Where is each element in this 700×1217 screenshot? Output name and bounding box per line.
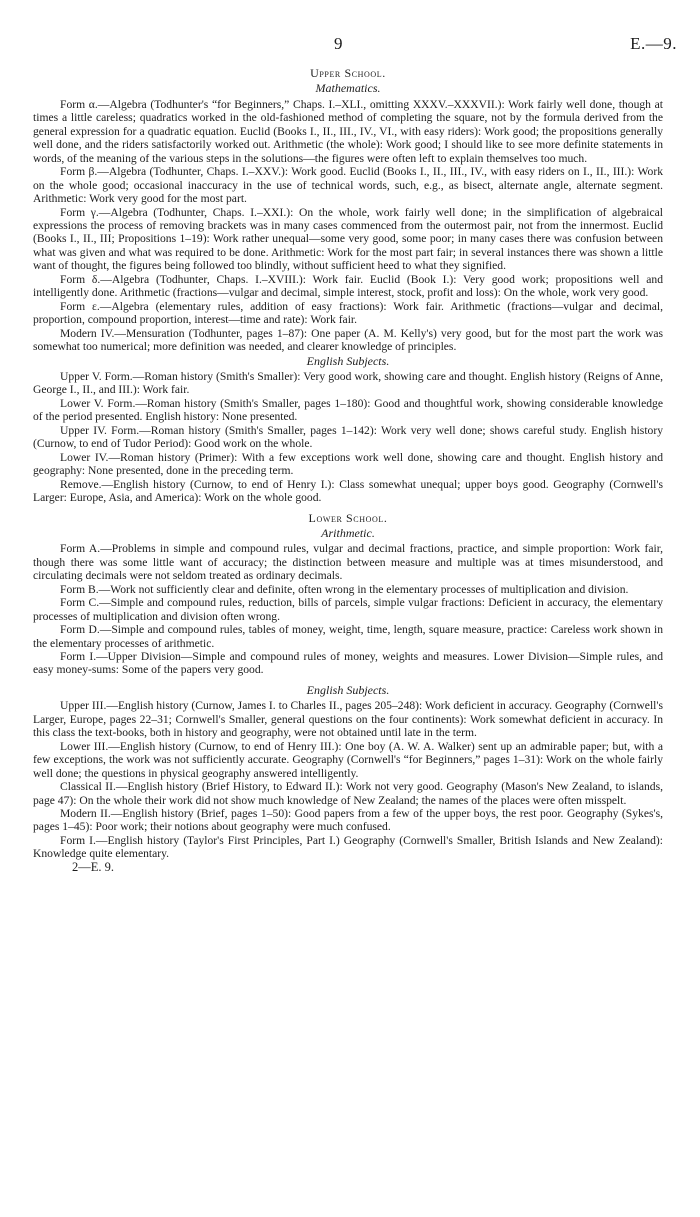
arith-form-c: Form C.—Simple and compound rules, reduction, bills of parcels, simple vulgar fractions: Deficient in accuracy, the elementary processes of multiplication and division often wrong. (33, 596, 663, 623)
arith-form-d: Form D.—Simple and compound rules, tables of money, weight, time, length, square measure, practice: Careless work shown in the elementary processes of arithmetic. (33, 623, 663, 650)
arith-form-i: Form I.—Upper Division—Simple and compound rules of money, weights and measures. Lower Division—Simple rules, and easy money-sums: Some of the papers very good. (33, 650, 663, 677)
document-reference: E.—9. (630, 34, 677, 53)
mathematics-heading: Mathematics. (315, 81, 381, 96)
english-form-i: Form I.—English history (Taylor's First Principles, Part I.) Geography (Cornwell's Smaller, British Islands and New Zealand): Knowledge quite elementary. (33, 833, 663, 861)
english-lower-iii: Lower III.—English history (Curnow, to end of Henry III.): One boy (A. W. A. Walker) sent up an admirable paper; but, with a few exceptions, the work was not sufficiently accurate. Geography (Cornwell's “for Beginners,” pages 1–31): Work on the whole fairly well done; the questions in physical geography answered intelligently. (33, 739, 663, 780)
report-body (33, 66, 663, 874)
english-upper-v: Upper V. Form.—Roman history (Smith's Smaller): Very good work, showing care and thought. English history (Reigns of Anne, George I., II., and III.): Work fair. (33, 369, 663, 397)
english-remove: Remove.—English history (Curnow, to end of Henry I.): Class somewhat unequal; upper boys good. Geography (Cornwell's Larger: Europe, Asia, and America): Work on the whole good. (33, 477, 663, 505)
upper-english-heading: English Subjects. (306, 353, 390, 368)
running-header (0, 34, 700, 54)
english-modern-ii: Modern II.—English history (Brief, pages 1–50): Good papers from a few of the upper boys, the rest poor. Geography (Sykes's, pages 1–45): Poor work; their notions about geography were much confused. (33, 807, 663, 834)
english-lower-v: Lower V. Form.—Roman history (Smith's Smaller, pages 1–180): Good and thoughtful work, showing considerable knowledge of the period presented. English history: None presented. (33, 396, 663, 424)
arithmetic-heading: Arithmetic. (321, 525, 375, 540)
english-lower-iv: Lower IV.—Roman history (Primer): With a few exceptions work well done, showing care and thought. English history and geography: None presented, done in the preceding term. (33, 450, 663, 478)
upper-school-heading: Upper School. (310, 66, 386, 80)
printer-signature: 2—E. 9. (72, 859, 115, 874)
english-upper-iii: Upper III.—English history (Curnow, James I. to Charles II., pages 205–248): Work deficient in accuracy. Geography (Cornwell's Larger, Europe, pages 22–31; Cornwell's Smaller, general questions on the four continents): Work somewhat deficient in accuracy. In this class the text-books, both in history and geography, were not obtained until late in the term. (33, 699, 663, 740)
lower-school-heading: Lower School. (308, 510, 388, 525)
math-form-epsilon: Form ε.—Algebra (elementary rules, addition of easy fractions): Work fair. Arithmetic (fractions—vulgar and decimal, proportion, compound proportion, interest—time and rate): Work fair. (33, 299, 663, 327)
arith-form-a: Form A.—Problems in simple and compound rules, vulgar and decimal fractions, practice, and simple proportion: Work fair, though there was some little want of accuracy; the distinction between measure and multiple was at times misunderstood, and circulating decimals were not seldom treated as ordinary decimals. (33, 542, 663, 583)
lower-english-heading: English Subjects. (306, 682, 390, 697)
math-form-alpha: Form α.—Algebra (Todhunter's “for Beginners,” Chaps. I.–XLI., omitting XXXV.–XXXVII.): Work fairly well done, though at times a little careless; quadratics worked in the old-fashioned method of completing the square, not by the formula derived from the general expression for a quadratic equation. Euclid (Books I., II., III., IV., VI., with easy riders): Work good; the propositions generally well done, and the riders satisfactorily worked out. Arithmetic (the whole): Work good; I should like to see more definite statements in words, of the meaning of the various steps in the solutions—the figures were often left to explain themselves too much. (33, 97, 663, 165)
math-form-gamma: Form γ.—Algebra (Todhunter, Chaps. I.–XXI.): On the whole, work fairly well done; in the simplification of algebraical expressions the process of removing brackets was in many cases commenced from the outermost pair, not from the innermost. Euclid (Books I., II., III; Propositions 1–19): Work rather unequal—some very good, some poor; in many cases there was confusion between what was given and what was required to be done. Arithmetic: Work for the most part fair; in several instances there was shown a little want of thought, the figures being followed too blindly, without sufficient heed to what they signified. (33, 205, 663, 273)
math-modern-iv: Modern IV.—Mensuration (Todhunter, pages 1–87): One paper (A. M. Kelly's) very good, but for the most part the work was somewhat too numerical; more definition was needed, and clearer knowledge of principles. (33, 326, 663, 354)
english-upper-iv: Upper IV. Form.—Roman history (Smith's Smaller, pages 1–142): Work very well done; shows careful study. English history (Curnow, to end of Tudor Period): Good work on the whole. (33, 423, 663, 451)
math-form-beta: Form β.—Algebra (Todhunter, Chaps. I.–XXV.): Work good. Euclid (Books I., II., III., IV., with easy riders on I., II., III.): Work on the whole good; occasional inaccuracy in the use of technical words, such, e.g., as bisect, alternate angle, alternate segment. Arithmetic: Work very good for the most part. (33, 165, 663, 206)
page-number: 9 (334, 34, 343, 53)
math-form-delta: Form δ.—Algebra (Todhunter, Chaps. I.–XVIII.): Work fair. Euclid (Book I.): Very good work; propositions well and intelligently done. Arithmetic (fractions—vulgar and decimal, simple interest, stock, profit and loss): On the whole, work very good. (33, 272, 663, 300)
english-classical-ii: Classical II.—English history (Brief History, to Edward II.): Work not very good. Geography (Mason's New Zealand, to islands, page 47): On the whole their work did not show much knowledge of New Zealand; the names of the places were often misspelt. (33, 780, 663, 807)
arith-form-b: Form B.—Work not sufficiently clear and definite, often wrong in the elementary processes of multiplication and division. (60, 582, 629, 596)
